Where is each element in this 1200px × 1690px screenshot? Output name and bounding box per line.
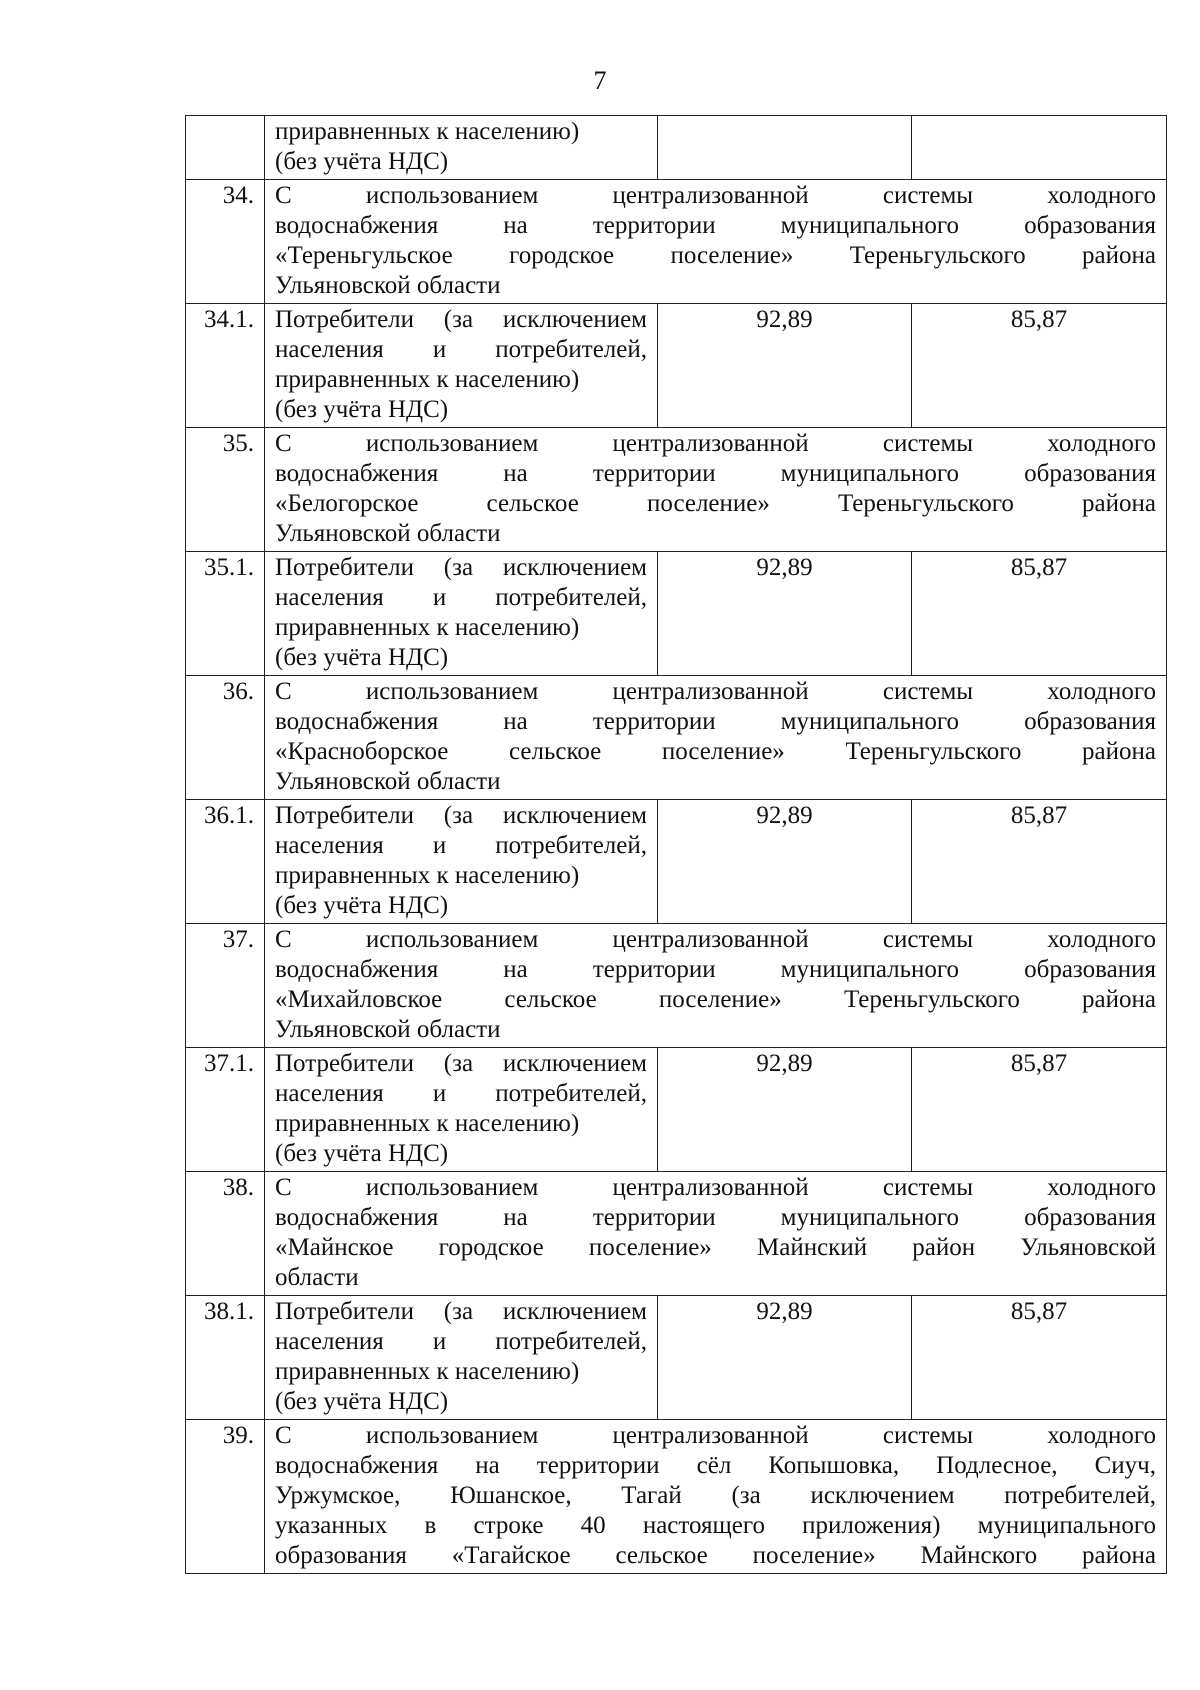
- heading-line: С использованием централизованной системы холодного: [275, 926, 1156, 953]
- heading-line: водоснабжения на территории муниципального образования: [275, 956, 1156, 983]
- heading-line: водоснабжения на территории муниципального образования: [275, 460, 1156, 487]
- consumer-text-line: населения и потребителей,: [275, 1080, 647, 1107]
- tariff-value-1: 92,89: [658, 800, 912, 924]
- table-row-consumer: [186, 1048, 1167, 1172]
- consumer-text-line: приравненных к населению): [275, 366, 580, 393]
- consumer-text-line: (без учёта НДС): [275, 644, 449, 671]
- heading-line: водоснабжения на территории муниципального образования: [275, 212, 1156, 239]
- consumer-description-cell: [265, 1048, 658, 1172]
- section-heading: [265, 180, 1167, 304]
- consumer-text-line: приравненных к населению): [275, 1110, 580, 1137]
- heading-line: Ульяновской области: [275, 520, 501, 547]
- table-row-continuation: [186, 116, 1167, 180]
- section-heading: [265, 924, 1167, 1048]
- row-number: 34.: [186, 180, 265, 304]
- value-cell-1: [658, 116, 912, 180]
- heading-line: С использованием централизованной системы холодного: [275, 1422, 1156, 1449]
- tariff-value-2: 85,87: [912, 304, 1167, 428]
- section-heading: [265, 1420, 1167, 1574]
- consumer-text-line: приравненных к населению): [275, 862, 580, 889]
- tariff-value-1: 92,89: [658, 304, 912, 428]
- table-row-consumer: [186, 800, 1167, 924]
- table-row-section: [186, 1172, 1167, 1296]
- tariff-value-2: 85,87: [912, 800, 1167, 924]
- consumer-description-cell: [265, 1296, 658, 1420]
- tariff-value-1: 92,89: [658, 1048, 912, 1172]
- row-number-cell: [186, 116, 265, 180]
- consumer-text-line: (без учёта НДС): [275, 892, 449, 919]
- heading-line: водоснабжения на территории сёл Копышовка, Подлесное, Сиуч,: [275, 1452, 1156, 1479]
- heading-line: «Тереньгульское городское поселение» Тереньгульского района: [275, 242, 1156, 269]
- table-row-consumer: [186, 552, 1167, 676]
- consumer-text-line: населения и потребителей,: [275, 584, 647, 611]
- tariff-value-2: 85,87: [912, 1048, 1167, 1172]
- heading-line: С использованием централизованной системы холодного: [275, 430, 1156, 457]
- consumer-text-line: приравненных к населению): [275, 614, 580, 641]
- consumer-text-line: (без учёта НДС): [275, 1388, 449, 1415]
- consumer-description-cell: [265, 116, 658, 180]
- consumer-text-line: Потребители (за исключением: [275, 554, 647, 581]
- section-heading: [265, 1172, 1167, 1296]
- sub-row-number: 34.1.: [186, 304, 265, 428]
- table-row-consumer: [186, 304, 1167, 428]
- heading-line: «Красноборское сельское поселение» Тереньгульского района: [275, 738, 1156, 765]
- heading-line: области: [275, 1264, 359, 1291]
- heading-line: Ульяновской области: [275, 768, 501, 795]
- consumer-text-line: приравненных к населению): [275, 1358, 580, 1385]
- heading-line: «Майнское городское поселение» Майнский район Ульяновской: [275, 1234, 1156, 1261]
- heading-line: С использованием централизованной системы холодного: [275, 678, 1156, 705]
- section-heading: [265, 676, 1167, 800]
- consumer-text-line: населения и потребителей,: [275, 1328, 647, 1355]
- table-row-consumer: [186, 1296, 1167, 1420]
- heading-line: Уржумское, Юшанское, Тагай (за исключением потребителей,: [275, 1482, 1156, 1509]
- sub-row-number: 38.1.: [186, 1296, 265, 1420]
- tariff-table: [185, 115, 1167, 1574]
- consumer-text-line: (без учёта НДС): [275, 148, 449, 175]
- heading-line: водоснабжения на территории муниципального образования: [275, 708, 1156, 735]
- section-heading: [265, 428, 1167, 552]
- consumer-description-cell: [265, 304, 658, 428]
- value-cell-2: [912, 116, 1167, 180]
- heading-line: образования «Тагайское сельское поселение» Майнского района: [275, 1542, 1156, 1569]
- consumer-text-line: (без учёта НДС): [275, 396, 449, 423]
- table-row-section: [186, 180, 1167, 304]
- consumer-text-line: Потребители (за исключением: [275, 306, 647, 333]
- table-row-section: [186, 924, 1167, 1048]
- consumer-text-line: Потребители (за исключением: [275, 1050, 647, 1077]
- consumer-description-cell: [265, 800, 658, 924]
- page-number: 7: [593, 66, 607, 95]
- consumer-text-line: (без учёта НДС): [275, 1140, 449, 1167]
- heading-line: водоснабжения на территории муниципального образования: [275, 1204, 1156, 1231]
- consumer-text-line: Потребители (за исключением: [275, 802, 647, 829]
- heading-line: «Михайловское сельское поселение» Тереньгульского района: [275, 986, 1156, 1013]
- sub-row-number: 36.1.: [186, 800, 265, 924]
- table-row-section: [186, 1420, 1167, 1574]
- heading-line: «Белогорское сельское поселение» Тереньгульского района: [275, 490, 1156, 517]
- row-number: 37.: [186, 924, 265, 1048]
- heading-line: Ульяновской области: [275, 1016, 501, 1043]
- consumer-text-line: населения и потребителей,: [275, 336, 647, 363]
- row-number: 35.: [186, 428, 265, 552]
- tariff-value-1: 92,89: [658, 1296, 912, 1420]
- heading-line: С использованием централизованной системы холодного: [275, 182, 1156, 209]
- tariff-value-2: 85,87: [912, 1296, 1167, 1420]
- heading-line: С использованием централизованной системы холодного: [275, 1174, 1156, 1201]
- sub-row-number: 37.1.: [186, 1048, 265, 1172]
- consumer-text-line: приравненных к населению): [275, 118, 580, 145]
- tariff-value-1: 92,89: [658, 552, 912, 676]
- heading-line: указанных в строке 40 настоящего приложения) муниципального: [275, 1512, 1156, 1539]
- row-number: 38.: [186, 1172, 265, 1296]
- table-row-section: [186, 428, 1167, 552]
- row-number: 36.: [186, 676, 265, 800]
- consumer-description-cell: [265, 552, 658, 676]
- heading-line: Ульяновской области: [275, 272, 501, 299]
- consumer-text-line: Потребители (за исключением: [275, 1298, 647, 1325]
- tariff-value-2: 85,87: [912, 552, 1167, 676]
- table-row-section: [186, 676, 1167, 800]
- consumer-text-line: населения и потребителей,: [275, 832, 647, 859]
- sub-row-number: 35.1.: [186, 552, 265, 676]
- row-number: 39.: [186, 1420, 265, 1574]
